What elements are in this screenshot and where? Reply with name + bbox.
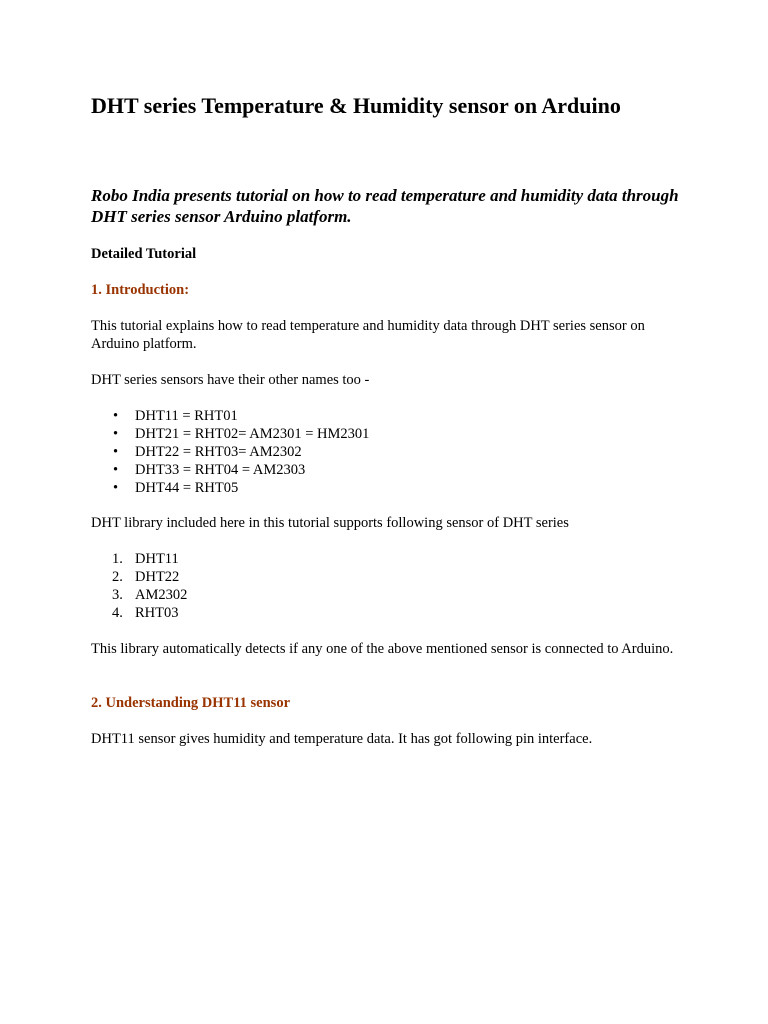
bullet-icon: •: [113, 462, 119, 478]
list-item-text: DHT22: [135, 569, 180, 585]
list-item: [91, 479, 369, 497]
auto-detect-paragraph: This library automatically detects if any one of the above mentioned sensor is connected to Arduino.: [91, 641, 674, 657]
intro-paragraph: This tutorial explains how to read temperature and humidity data through DHT series sensor on Arduino platform.: [91, 318, 645, 352]
list-item-text: DHT11 = RHT01: [135, 408, 238, 424]
list-item-text: DHT21 = RHT02= AM2301 = HM2301: [135, 426, 370, 442]
list-item: [91, 443, 369, 461]
bullet-icon: •: [113, 408, 119, 424]
section-heading-introduction: 1. Introduction:: [91, 282, 190, 298]
list-item: [91, 568, 187, 586]
bullet-icon: •: [113, 480, 119, 496]
section-heading-understanding-dht11: 2. Understanding DHT11 sensor: [91, 695, 291, 711]
list-item-text: RHT03: [135, 605, 179, 621]
list-item: [91, 407, 369, 425]
page-title: DHT series Temperature & Humidity sensor on Arduino: [91, 93, 621, 118]
list-number: 4.: [112, 605, 123, 621]
list-item: [91, 550, 187, 568]
list-item-text: AM2302: [135, 587, 188, 603]
list-number: 2.: [112, 569, 123, 585]
bullet-icon: •: [113, 426, 119, 442]
bullet-icon: •: [113, 444, 119, 460]
library-support-paragraph: DHT library included here in this tutorial supports following sensor of DHT series: [91, 515, 569, 531]
supported-sensors-list: [91, 550, 187, 622]
detailed-tutorial-heading: Detailed Tutorial: [91, 246, 197, 262]
list-item: [91, 425, 369, 443]
list-number: 3.: [112, 587, 123, 603]
other-names-paragraph: DHT series sensors have their other names too -: [91, 372, 370, 388]
list-item: [91, 461, 369, 479]
list-item: [91, 586, 187, 604]
list-item: [91, 604, 187, 622]
list-item-text: DHT44 = RHT05: [135, 480, 239, 496]
intro-text: Robo India presents tutorial on how to read temperature and humidity data through DHT series sensor Arduino platform.: [91, 186, 679, 226]
dht11-description-paragraph: DHT11 sensor gives humidity and temperature data. It has got following pin interface.: [91, 731, 593, 747]
list-number: 1.: [112, 551, 123, 567]
sensor-names-list: [91, 407, 369, 497]
list-item-text: DHT11: [135, 551, 179, 567]
list-item-text: DHT22 = RHT03= AM2302: [135, 444, 302, 460]
list-item-text: DHT33 = RHT04 = AM2303: [135, 462, 306, 478]
